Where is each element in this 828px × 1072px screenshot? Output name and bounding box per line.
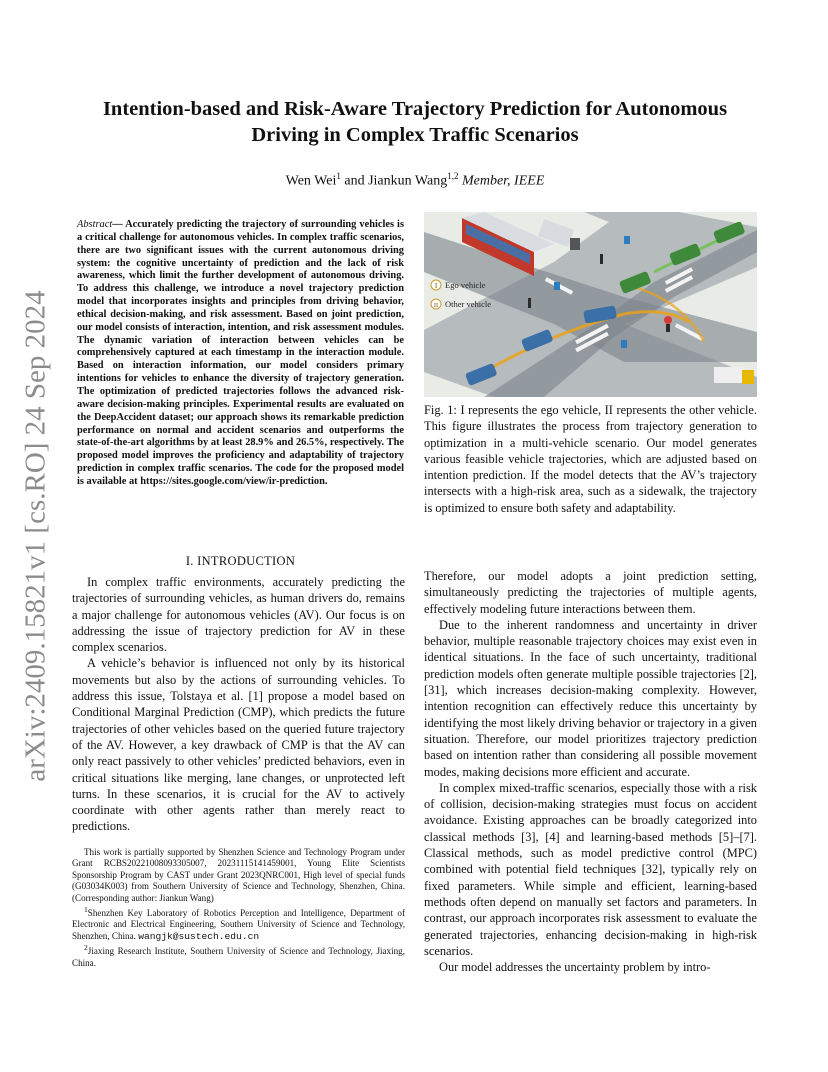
figure-1-intersection-illustration [424, 212, 757, 397]
paper-title: Intention-based and Risk-Aware Trajectory Prediction for Autonomous Driving in Complex Traffic Scenarios [102, 98, 728, 146]
legend-other-label: Other vehicle [445, 299, 492, 309]
author-membership: Member, IEEE [461, 173, 545, 189]
section-heading-introduction: I. INTRODUCTION [185, 554, 296, 568]
paragraph: A vehicle’s behavior is influenced not only by its historical movements but also by the actions of surrounding vehicles. To address this issue, Tolstaya et al. [1] propose a model based on Conditional Marginal Prediction (CMP), which predicts the future trajectories of other vehicles based on the queried future trajectory of the AV. However, a key drawback of CMP is that the AV can only react passively to other vehicles’ predicted behaviors, even in critical situations like merging, lane changes, or unprotected left turns. In these scenarios, it is crucial for the AV to actively coordinate with other agents rather than merely react to predictions. [72, 656, 405, 834]
paragraph: Our model addresses the uncertainty problem by intro- [439, 960, 711, 975]
author-1: Wen Wei [285, 173, 337, 189]
arxiv-id: arXiv:2409.15821v1 [cs.RO] 24 Sep 2024 [19, 290, 52, 782]
author-line [70, 171, 760, 190]
author-1-affiliation: 1 [336, 171, 341, 181]
arxiv-sidebar-stamp [18, 286, 54, 786]
affiliation-footnote-1: $^1$Shenzhen Key Laboratory of Robotics Perception and Intelligence, Department of Electronic and Electrical Engineering, Southern University of Science and Technology, Shenzhen, China. wangjk@sustech.edu.cn [72, 905, 405, 942]
affiliation-footnote-2: $^2$Jiaxing Research Institute, Southern University of Science and Technology, Jiaxing, China. [72, 943, 405, 968]
paragraph: In complex mixed-traffic scenarios, especially those with a risk of collision, decision-making strategies must focus on accident avoidance. Existing approaches can be broadly categorized into classical methods [3], [4] and learning-based methods [5]–[7]. Classical methods, such as model predictive control (MPC) combined with potential field techniques [32], typically rely on fixed parameters. While simple and efficient, learning-based methods often depend on manually set factors and parameters. In contrast, our approach incorporates risk assessment to evaluate the generated trajectories, enhancing decision-making in high-risk scenarios. [424, 780, 757, 958]
introduction-left-column [72, 574, 405, 835]
author-email: wangjk@sustech.edu.cn [138, 930, 260, 942]
abstract-label: Abstract [77, 219, 113, 230]
introduction-right-column [424, 568, 757, 975]
abstract [77, 219, 404, 489]
legend-ego-label: Ego vehicle [445, 280, 486, 290]
paragraph: Therefore, our model adopts a joint prediction setting, simultaneously predicting the trajectories of multiple agents, effectively modeling future interactions between them. [424, 569, 757, 616]
footnotes [72, 847, 405, 969]
funding-footnote: This work is partially supported by Shenzhen Science and Technology Program under Grant RCBS20221008093305007, 20231115141459001, Young Elite Scientists Sponsorship Program by CAST under Grant 2023QNRC001, High level of special funds (G03034K003) from Southern University of Science and Technology, Shenzhen, China. (Corresponding author: Jiankun Wang) [72, 847, 405, 903]
paragraph: In complex traffic environments, accurately predicting the trajectories of surrounding vehicles, as human drivers do, remains a major challenge for autonomous vehicles (AV). Our focus is on addressing the issue of trajectory prediction for AV in these complex scenarios. [72, 575, 405, 655]
figure-1-caption: Fig. 1: I represents the ego vehicle, II represents the other vehicle. This figure illustrates the process from trajectory generation to optimization in a multi-vehicle scenario. Our model generates various feasible vehicle trajectories, which are adjusted based on intention prediction. If the model detects that the AV’s trajectory intersects with a high-risk area, such as a sidewalk, the trajectory is optimized to ensure both safety and adaptability. [424, 403, 757, 515]
author-2-affiliation: 1,2 [447, 171, 459, 181]
paragraph: Due to the inherent randomness and uncertainty in driver behavior, multiple reasonable trajectory choices may exist even in identical situations. In the face of such uncertainty, traditional prediction models often generate multiple possible trajectories [2], [31], which increases decision-making complexity. However, intention recognition can effectively reduce this uncertainty by identifying the most likely driving behavior or trajectory in a given situation. Therefore, our model prioritizes trajectory prediction based on intention rather than considering all possible movement modes, making decisions more efficient and accurate. [424, 617, 757, 779]
author-2: and Jiankun Wang [340, 173, 448, 189]
abstract-text: — Accurately predicting the trajectory of surrounding vehicles is a critical challenge for autonomous vehicles. In complex traffic scenarios, there are two significant issues with the current autonomous driving system: the cognitive uncertainty of prediction and the lack of risk awareness, which limit the further development of autonomous driving. To address this challenge, we introduce a novel trajectory prediction model that incorporates insights and principles from driving behavior, ethical decision-making, and risk assessment. Based on joint prediction, our model consists of interaction, intention, and risk assessment modules. The dynamic variation of interaction between vehicles can be comprehensively captured at each timestamp in the interaction module. Based on interaction information, our model considers primary intentions for vehicles to enhance the diversity of trajectory generation. The optimization of predicted trajectories follows the advanced risk-aware decision-making principles. Experimental results are evaluated on the DeepAccident dataset; our approach shows its remarkable prediction performance on normal and accident scenarios and outperforms the state-of-the-art algorithms by at least 28.9% and 26.5%, respectively. The proposed model improves the proficiency and adaptability of trajectory prediction in complex traffic scenarios. The code for the proposed model is available at https://sites.google.com/view/ir-prediction. [77, 219, 404, 487]
ego-mark: I [434, 282, 438, 290]
other-mark: II [433, 302, 439, 309]
